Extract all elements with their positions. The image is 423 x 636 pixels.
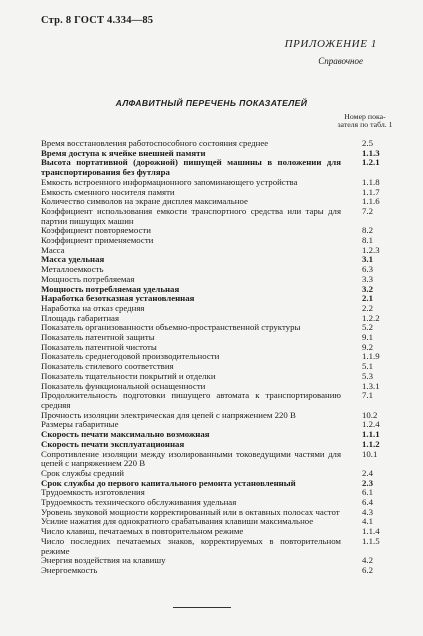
indicator-number: 1.3.1 [362,380,380,391]
indicator-name: Площадь габаритная [41,312,120,323]
indicator-list [41,139,402,576]
indicator-name: Высота портативной (дорожной) пишущей машины в положении для транспортирования без футляра [41,157,341,178]
indicator-name: Размеры габаритные [41,419,119,430]
indicator-number: 1.2.4 [362,419,380,430]
list-item [41,450,402,469]
indicator-name: Коэффициент использования емкости транспортного средства или тары для партии пишущих машин [41,205,341,226]
indicator-number: 1.1.9 [362,351,380,362]
indicator-number: 1.1.5 [362,535,380,546]
indicator-name: Мощность потребляемая удельная [41,283,180,294]
indicator-name: Трудоемкость изготовления [41,487,145,498]
indicator-number: 3.2 [362,283,373,294]
indicator-number: 5.1 [362,361,373,372]
indicator-name: Показатель патентной чистоты [41,341,157,352]
indicator-name: Коэффициент применяемости [41,235,154,246]
indicator-number: 9.1 [362,332,373,343]
indicator-name: Энергоемкость [41,564,98,575]
indicator-number: 2.4 [362,467,373,478]
indicator-name: Показатель организованности объемно-пространственной структуры [41,322,301,333]
indicator-number: 5.2 [362,322,373,333]
indicator-name: Энергия воздействия на клавишу [41,555,166,566]
indicator-name: Время доступа к ячейке внешней памяти [41,147,206,158]
indicator-name: Скорость печати максимально возможная [41,429,210,440]
indicator-name: Количество символов на экране дисплея максимальное [41,196,248,207]
indicator-number: 6.3 [362,264,373,275]
indicator-name: Масса [41,244,65,255]
indicator-number: 7.2 [362,205,373,216]
list-item [41,537,402,556]
indicator-name: Наработка безотказная установленная [41,293,195,304]
indicator-name: Продолжительность подготовки пишущего автомата к транспортированию средняя [41,390,341,410]
indicator-number: 1.1.1 [362,429,380,440]
list-item [41,391,402,410]
indicator-name: Емкость встроенного информационного запоминающего устройства [41,176,298,187]
indicator-number: 6.2 [362,564,373,575]
indicator-number: 2.5 [362,138,373,148]
indicator-name: Усилие нажатия для однократного срабатывания клавиши максимальное [41,516,314,527]
column-header: Номер пока-зателя по табл. 1 [337,112,393,130]
list-item [41,566,402,576]
indicator-name: Наработка на отказ средняя [41,302,145,313]
indicator-number: 5.3 [362,370,373,381]
indicator-number: 7.1 [362,390,373,401]
indicator-number: 2.3 [362,477,373,488]
indicator-number: 2.2 [362,302,373,313]
indicator-number: 1.1.6 [362,196,380,207]
indicator-name: Металлоемкость [41,264,104,275]
page-header: Стр. 8 ГОСТ 4.334—85 [41,15,154,26]
indicator-number: 8.2 [362,225,373,236]
indicator-number: 1.2.3 [362,244,380,255]
indicator-number: 1.2.2 [362,312,380,323]
indicator-number: 3.3 [362,273,373,284]
indicator-name: Коэффициент повторяемости [41,225,151,236]
indicator-name: Мощность потребляемая [41,273,135,284]
indicator-name: Время восстановления работоспособного состояния среднее [41,138,269,148]
indicator-number: 10.1 [362,448,378,459]
indicator-number: 10.2 [362,409,378,420]
indicator-number: 1.2.1 [362,157,380,168]
indicator-number: 1.1.7 [362,186,380,197]
indicator-number: 9.2 [362,341,373,352]
indicator-name: Сопротивление изоляции между изолированными токоведущими частями для цепей с напряжением 220 В [41,448,341,469]
indicator-name: Срок службы средний [41,467,124,478]
indicator-number: 4.2 [362,555,373,566]
indicator-name: Уровень звуковой мощности корректированный или в октавных полосах частот [41,506,340,517]
indicator-name: Показатель патентной защиты [41,332,155,343]
indicator-name: Число клавиш, печатаемых в повторительном режиме [41,526,244,537]
list-item [41,158,402,177]
indicator-name: Емкость сменного носителя памяти [41,186,175,197]
indicator-number: 1.1.8 [362,176,380,187]
page-title: АЛФАВИТНЫЙ ПЕРЕЧЕНЬ ПОКАЗАТЕЛЕЙ [115,98,308,108]
indicator-name: Масса удельная [41,254,105,265]
indicator-number: 3.1 [362,254,373,265]
indicator-number: 1.1.4 [362,526,380,537]
list-item [41,236,402,246]
indicator-name: Скорость печати эксплуатационная [41,438,185,449]
indicator-name: Показатель стилевого соответствия [41,361,174,372]
indicator-number: 4.3 [362,506,373,517]
indicator-number: 1.1.3 [362,147,380,158]
end-rule [173,607,231,608]
indicator-number: 6.1 [362,487,373,498]
indicator-name: Показатель функциональной оснащенности [41,380,206,391]
appendix-label: ПРИЛОЖЕНИЕ 1 [284,38,377,50]
indicator-name: Прочность изоляции электрическая для цепей с напряжением 220 В [41,409,296,420]
indicator-number: 6.4 [362,497,373,508]
indicator-name: Трудоемкость технического обслуживания удельная [41,497,237,508]
indicator-number: 2.1 [362,293,373,304]
indicator-name: Показатель среднегодовой производительности [41,351,220,362]
indicator-number: 8.1 [362,235,373,246]
indicator-name: Срок службы до первого капитального ремонта установленный [41,477,296,488]
indicator-number: 1.1.2 [362,438,380,449]
indicator-name: Показатель тщательности покрытий и отделки [41,370,216,381]
indicator-name: Число последних печатаемых знаков, корректируемых в повторительном режиме [41,535,341,556]
appendix-reference-note: Справочное [318,56,363,66]
indicator-number: 4.1 [362,516,373,527]
list-item [41,207,402,226]
